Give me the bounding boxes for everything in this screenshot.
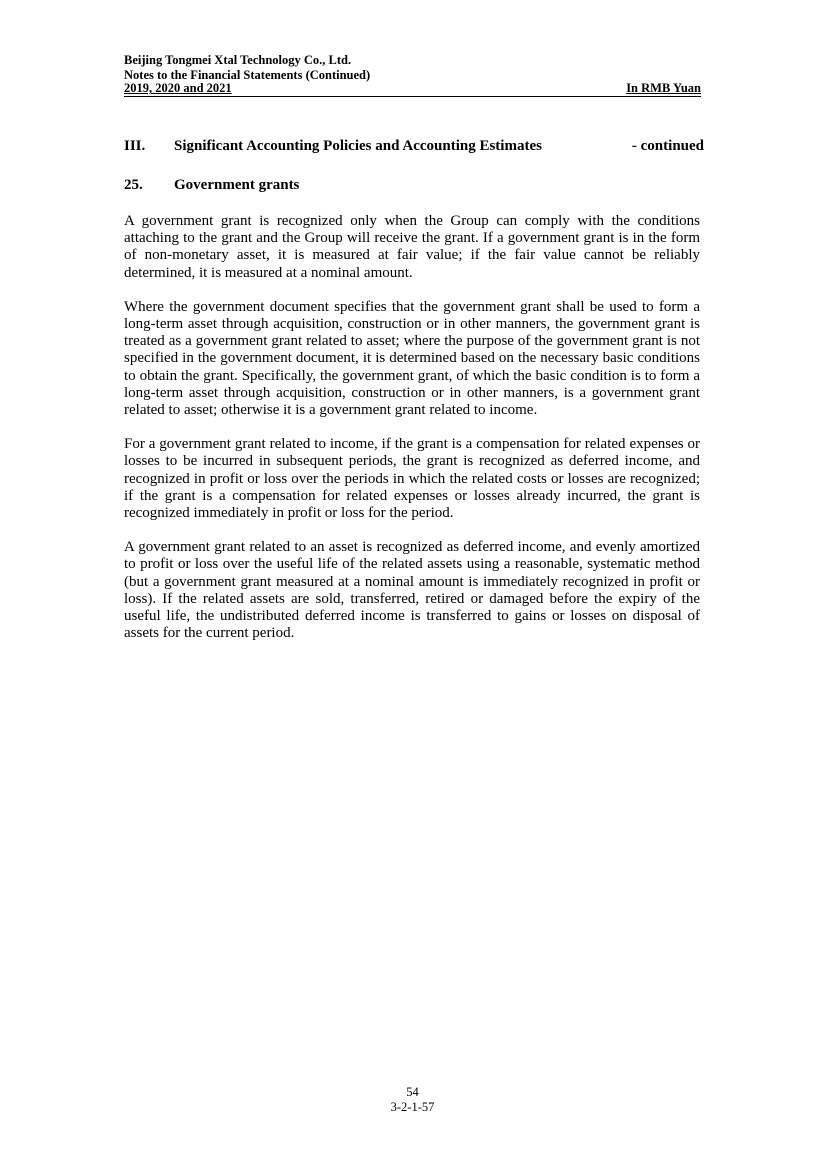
body-text	[124, 213, 700, 659]
section-continued-label: - continued	[631, 138, 704, 154]
page-number: 54	[406, 1085, 419, 1099]
subsection-heading	[124, 177, 299, 194]
header-period-row	[124, 82, 701, 97]
subsection-number: 25.	[124, 177, 143, 193]
section-title: Significant Accounting Policies and Accounting Estimates	[174, 138, 542, 154]
subsection-title: Government grants	[174, 177, 300, 193]
paragraph: Where the government document specifies that the government grant shall be used to form a long-term asset through acquisition, construction or in other manners, the government grant is treated as a government grant related to asset; where the purpose of the government grant is not specified in the government document, it is determined based on the necessary basic conditions to obtain the grant. Specifically, the government grant, of which the basic condition is to form a long-term asset through acquisition, construction or in other manners, is a government grant related to asset; otherwise it is a government grant related to income.	[124, 298, 700, 419]
document-reference: 3-2-1-57	[390, 1100, 435, 1114]
document-subtitle: Notes to the Financial Statements (Continued)	[124, 67, 371, 82]
paragraph: A government grant is recognized only when the Group can comply with the conditions attaching to the grant and the Group will receive the grant. If a government grant is in the form of non-monetary asset, it is measured at fair value; if the fair value cannot be reliably determined, it is measured at a nominal amount.	[124, 213, 700, 281]
paragraph: A government grant related to an asset is recognized as deferred income, and evenly amortized to profit or loss over the useful life of the related assets using a reasonable, systematic method (but a government grant measured at a nominal amount is immediately recognized in profit or loss). If the related assets are sold, transferred, retired or damaged before the expiry of the useful life, the undistributed deferred income is transferred to gains or losses on disposal of assets for the current period.	[124, 539, 700, 642]
page-header	[124, 53, 701, 97]
section-number: III.	[124, 138, 146, 154]
reporting-period: 2019, 2020 and 2021	[124, 81, 232, 96]
currency-label: In RMB Yuan	[626, 81, 701, 96]
section-heading	[124, 138, 704, 155]
paragraph: For a government grant related to income, if the grant is a compensation for related expenses or losses to be incurred in subsequent periods, the grant is recognized as deferred income, and recognized in profit or loss over the periods in which the related costs or losses are recognized; if the grant is a compensation for related expenses or losses already incurred, the grant is recognized immediately in profit or loss for the period.	[124, 436, 700, 522]
company-name: Beijing Tongmei Xtal Technology Co., Ltd.	[124, 53, 352, 67]
